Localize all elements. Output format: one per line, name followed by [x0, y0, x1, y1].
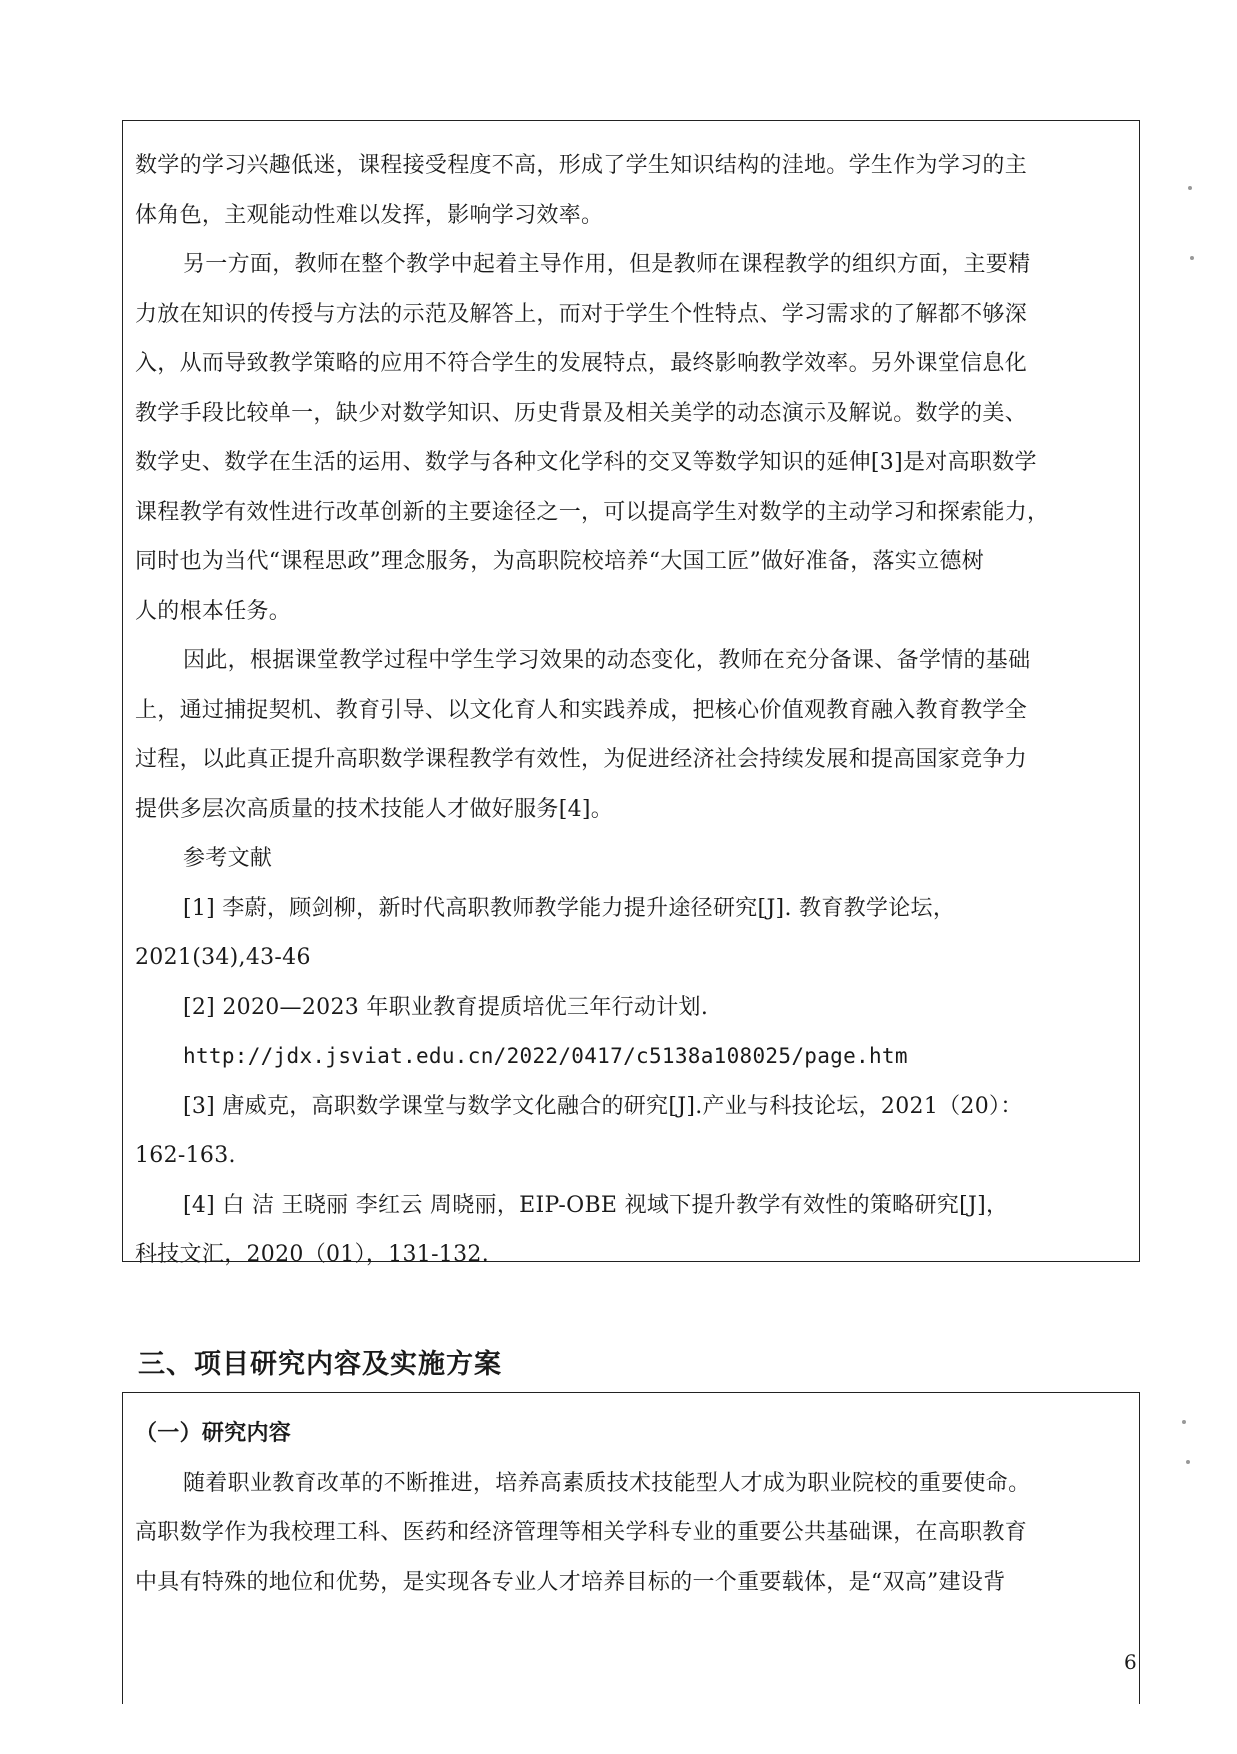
paragraph-line: 数学史、数学在生活的运用、数学与各种文化学科的交叉等数学知识的延伸[3]是对高职数学	[135, 450, 1037, 475]
research-content	[135, 1409, 1129, 1607]
scan-speck	[1190, 256, 1194, 260]
paragraph-line: 高职数学作为我校理工科、医药和经济管理等相关学科专业的重要公共基础课，在高职教育	[135, 1520, 1028, 1545]
page-number: 6	[1124, 1650, 1137, 1674]
paragraph-line: 因此，根据课堂教学过程中学生学习效果的动态变化，教师在充分备课、备学情的基础	[183, 648, 1031, 673]
paragraph-line: 数学的学习兴趣低迷，课程接受程度不高，形成了学生知识结构的洼地。学生作为学习的主	[135, 153, 1028, 178]
reference-url: http://jdx.jsviat.edu.cn/2022/0417/c5138a108025/page.htm	[183, 1044, 908, 1068]
literature-box	[122, 120, 1140, 1267]
paragraph-line: 入，从而导致教学策略的应用不符合学生的发展特点，最终影响教学效率。另外课堂信息化	[135, 351, 1028, 376]
reference-item: 2021(34),43-46	[135, 945, 311, 970]
scan-speck	[1186, 1460, 1190, 1464]
paragraph-line: 过程，以此真正提升高职数学课程教学有效性，为促进经济社会持续发展和提高国家竞争力	[135, 747, 1028, 772]
paragraph-line: 同时也为当代“课程思政”理念服务，为高职院校培养“大国工匠”做好准备，落实立德树	[135, 549, 984, 574]
paragraph-line: 体角色，主观能动性难以发挥，影响学习效率。	[135, 202, 604, 228]
scan-speck	[1188, 186, 1192, 190]
paragraph-line: 力放在知识的传授与方法的示范及解答上，而对于学生个性特点、学习需求的了解都不够深	[135, 301, 1028, 327]
reference-item: [3] 唐威克，高职数学课堂与数学文化融合的研究[J].产业与科技论坛，2021（20）：	[183, 1093, 1023, 1119]
reference-item: 162-163.	[135, 1143, 236, 1168]
paragraph-line: 提供多层次高质量的技术技能人才做好服务[4]。	[135, 796, 614, 822]
paragraph-line: 另一方面，教师在整个教学中起着主导作用，但是教师在课程教学的组织方面，主要精	[183, 252, 1031, 277]
paragraph-line: 随着职业教育改革的不断推进，培养高素质技术技能型人才成为职业院校的重要使命。	[183, 1470, 1031, 1496]
subsection-heading: （一）研究内容	[135, 1421, 292, 1446]
scan-speck	[1182, 1420, 1186, 1424]
research-content-box	[122, 1392, 1140, 1704]
paragraph-line: 中具有特殊的地位和优势，是实现各专业人才培养目标的一个重要载体，是“双高”建设背	[135, 1569, 1006, 1595]
paragraph-line: 人的根本任务。	[135, 598, 292, 624]
paragraph-line: 上，通过捕捉契机、教育引导、以文化育人和实践养成，把核心价值观教育融入教育教学全	[135, 697, 1028, 723]
literature-content	[135, 141, 1129, 1280]
reference-item: 科技文汇，2020（01），131-132.	[135, 1242, 489, 1267]
reference-item: [4] 白 洁 王晓丽 李红云 周晓丽，EIP-OBE 视域下提升教学有效性的策略研究[J]，	[183, 1192, 1009, 1218]
paragraph-line: 课程教学有效性进行改革创新的主要途径之一，可以提高学生对数学的主动学习和探索能力，	[135, 499, 1050, 525]
reference-item: [2] 2020—2023 年职业教育提质培优三年行动计划.	[183, 994, 709, 1020]
references-heading: 参考文献	[183, 846, 273, 871]
section-heading: 三、项目研究内容及实施方案	[138, 1349, 502, 1380]
reference-item: [1] 李蔚，顾剑柳，新时代高职教师教学能力提升途径研究[J]. 教育教学论坛，	[183, 895, 956, 921]
paragraph-line: 教学手段比较单一，缺少对数学知识、历史背景及相关美学的动态演示及解说。数学的美、	[135, 400, 1028, 426]
